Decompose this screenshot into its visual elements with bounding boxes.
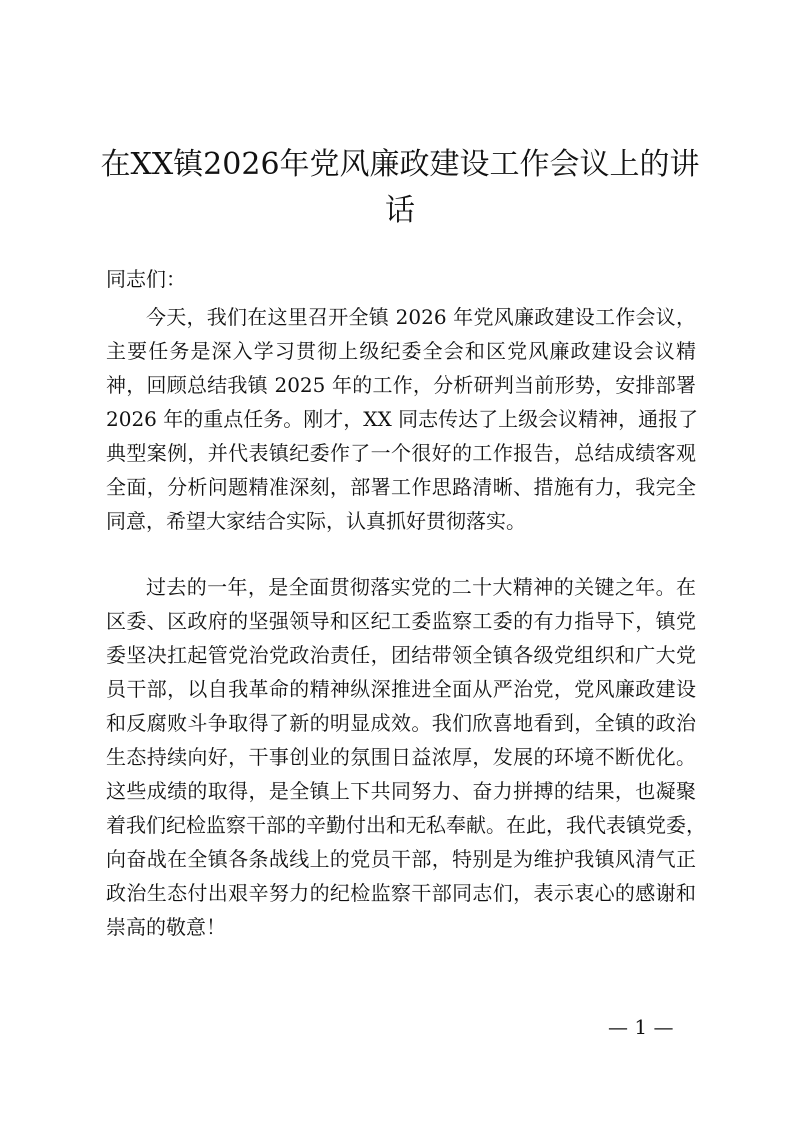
paragraph-line: 政治生态付出艰辛努力的纪检监察干部同志们，表示衷心的感谢和 [106,881,696,905]
paragraph-line: 和反腐败斗争取得了新的明显成效。我们欣喜地看到，全镇的政治 [106,711,696,735]
paragraph-line: 员干部，以自我革命的精神纵深推进全面从严治党，党风廉政建设 [106,677,696,701]
paragraph-line: 过去的一年，是全面贯彻落实党的二十大精神的关键之年。在 [146,575,696,599]
paragraph-line: 神，回顾总结我镇 2025 年的工作，分析研判当前形势，安排部署 [106,373,696,397]
title-line: 在XX镇2026年党风廉政建设工作会议上的讲 [100,147,700,182]
paragraph-line: 生态持续向好，干事创业的氛围日益浓厚，发展的环境不断优化。 [106,745,696,769]
page-number: — 1 — [608,1015,674,1039]
salutation: 同志们： [106,267,186,291]
paragraph-line: 委坚决扛起管党治党政治责任，团结带领全镇各级党组织和广大党 [106,643,696,667]
paragraph-line: 今天，我们在这里召开全镇 2026 年党风廉政建设工作会议， [146,305,696,329]
paragraph-2 [106,570,706,944]
paragraph-line: 主要任务是深入学习贯彻上级纪委全会和区党风廉政建设会议精 [106,339,696,363]
paragraph-1 [106,300,699,538]
paragraph-line: 这些成绩的取得，是全镇上下共同努力、奋力拼搏的结果，也凝聚 [106,779,696,803]
paragraph-line: 全面，分析问题精准深刻，部署工作思路清晰、措施有力，我完全 [106,475,696,499]
paragraph-line: 区委、区政府的坚强领导和区纪工委监察工委的有力指导下，镇党 [106,609,696,633]
title-line: 话 [385,193,415,228]
document-title [100,142,700,234]
paragraph-line: 向奋战在全镇各条战线上的党员干部，特别是为维护我镇风清气正 [106,847,696,871]
paragraph-line: 2026 年的重点任务。刚才，XX 同志传达了上级会议精神，通报了 [106,407,699,431]
paragraph-line: 典型案例，并代表镇纪委作了一个很好的工作报告，总结成绩客观 [106,441,696,465]
paragraph-line: 着我们纪检监察干部的辛勤付出和无私奉献。在此，我代表镇党委， [106,813,706,837]
paragraph-line: 崇高的敬意！ [106,915,226,939]
paragraph-line: 同意，希望大家结合实际，认真抓好贯彻落实。 [106,509,526,533]
